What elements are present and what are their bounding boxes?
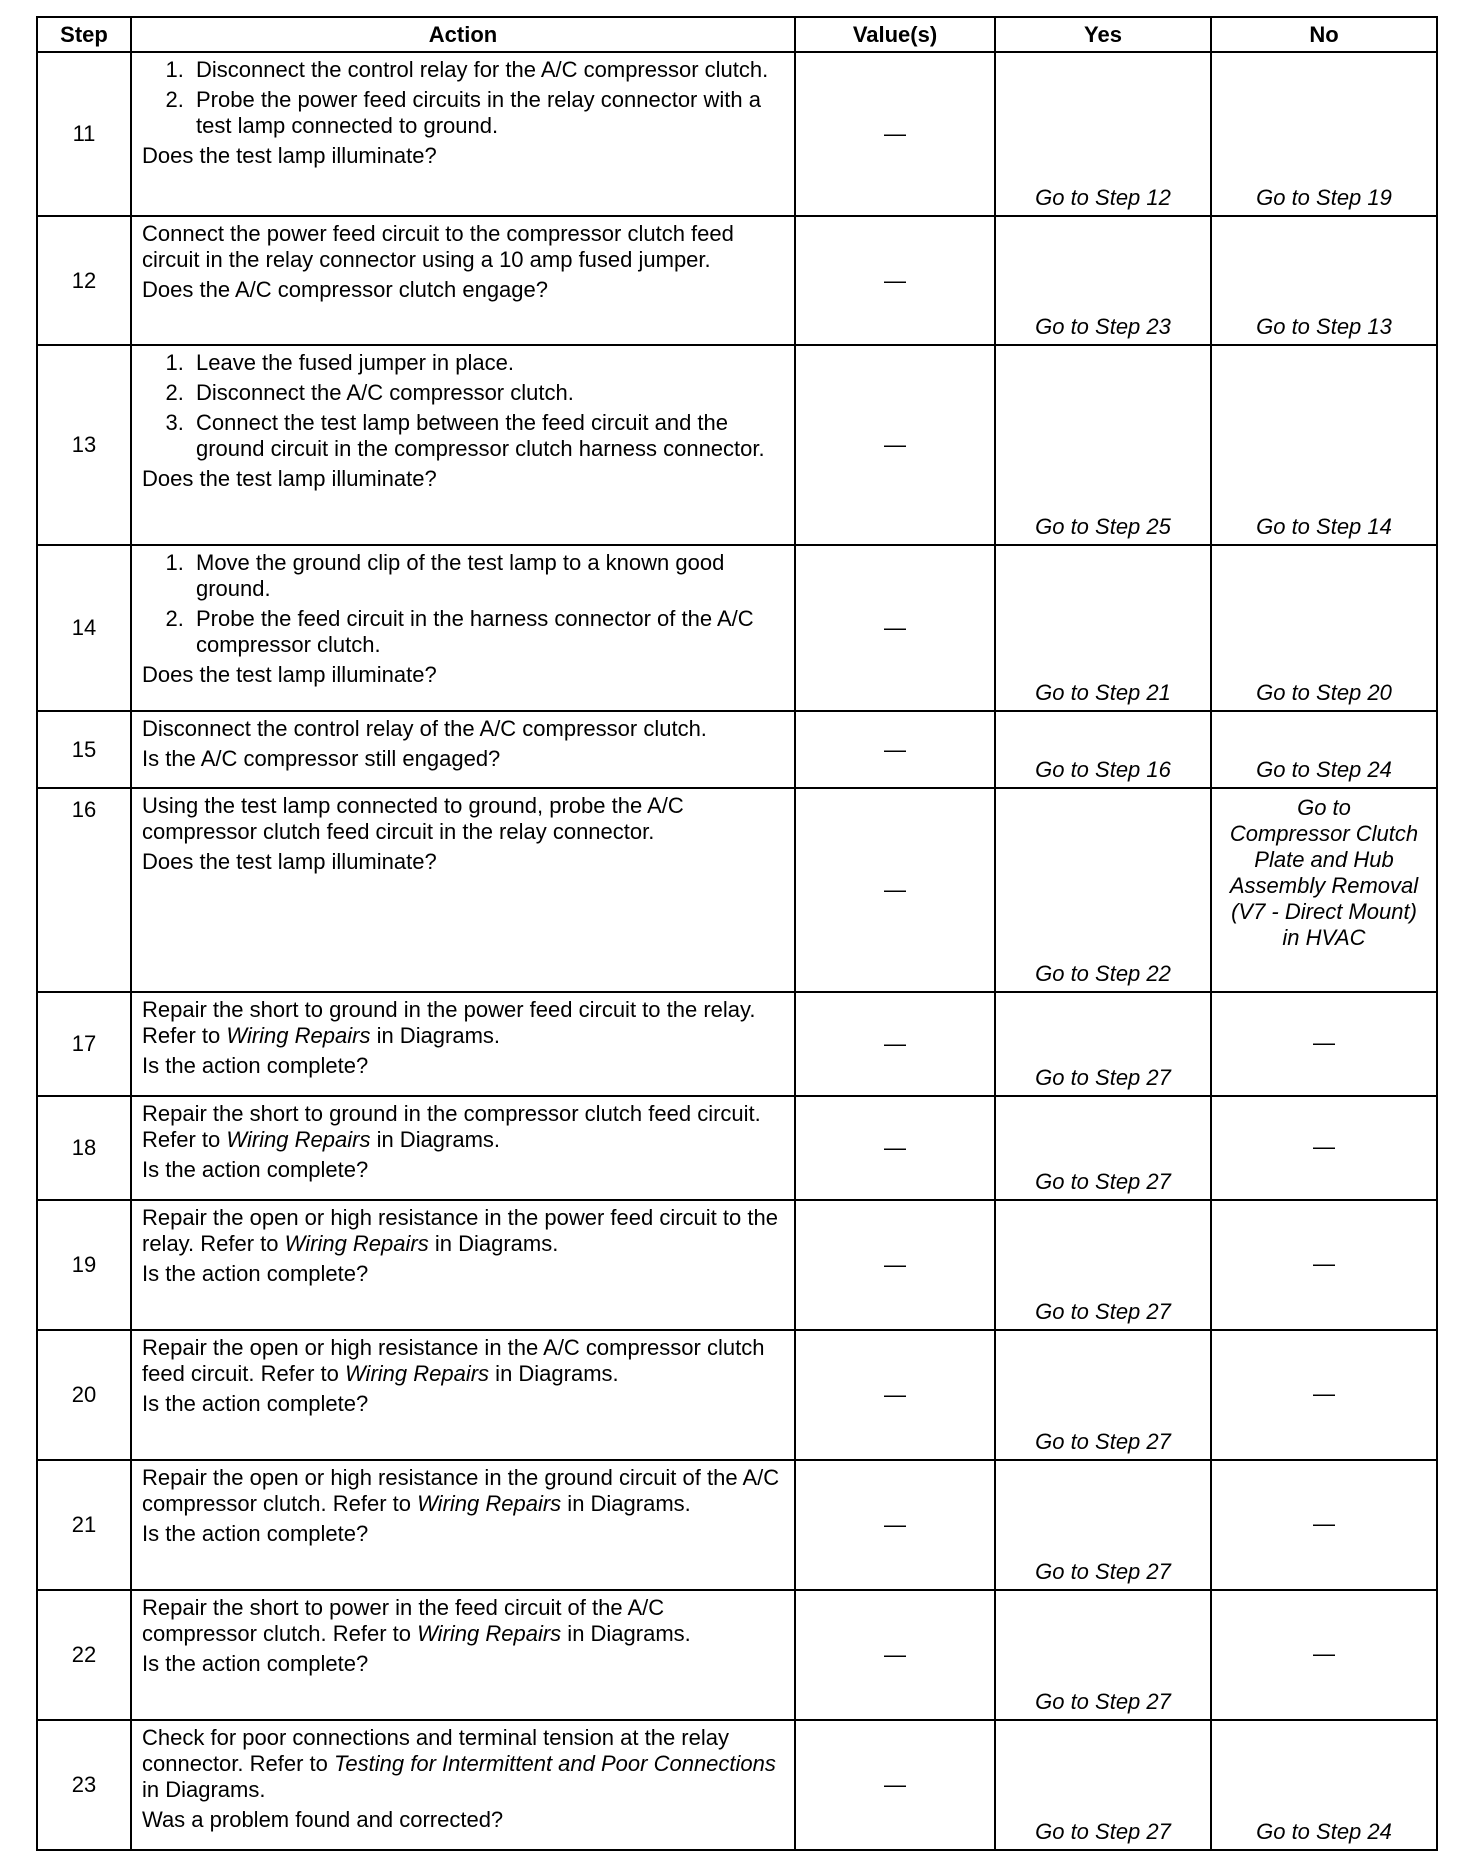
table-row xyxy=(37,345,1437,545)
action-question: Is the action complete? xyxy=(142,1157,369,1182)
value-cell: — xyxy=(795,788,995,992)
diagnostic-table xyxy=(36,16,1438,1851)
action-cell xyxy=(131,711,795,788)
action-cell xyxy=(131,545,795,711)
action-cell xyxy=(131,1460,795,1590)
table-row xyxy=(37,1720,1437,1850)
table-row xyxy=(37,711,1437,788)
action-list xyxy=(142,350,782,462)
action-text: Repair the open or high resistance in the power feed circuit to the relay. Refer to Wiring Repairs in Diagrams. xyxy=(142,1205,778,1256)
action-cell xyxy=(131,52,795,216)
action-text: Check for poor connections and terminal tension at the relay connector. Refer to Testing for Intermittent and Poor Connections in Diagrams. xyxy=(142,1725,776,1802)
action-list-item: 1. Disconnect the control relay for the A/C compressor clutch. xyxy=(190,57,782,83)
table-row xyxy=(37,788,1437,992)
no-cell: Go to Step 13 xyxy=(1211,216,1437,345)
step-number: 13 xyxy=(37,345,131,545)
header-step: Step xyxy=(37,17,131,52)
action-question: Does the test lamp illuminate? xyxy=(142,849,437,874)
wiring-repairs-link[interactable]: Wiring Repairs xyxy=(284,1231,429,1256)
step-number: 22 xyxy=(37,1590,131,1720)
action-text: Repair the open or high resistance in the A/C compressor clutch feed circuit. Refer to Wiring Repairs in Diagrams. xyxy=(142,1335,765,1386)
no-cell: Go to Step 14 xyxy=(1211,345,1437,545)
yes-cell: Go to Step 27 xyxy=(995,1200,1211,1330)
header-no: No xyxy=(1211,17,1437,52)
step-number: 17 xyxy=(37,992,131,1096)
step-number: 16 xyxy=(37,788,131,992)
step-number: 23 xyxy=(37,1720,131,1850)
value-cell: — xyxy=(795,711,995,788)
header-action: Action xyxy=(131,17,795,52)
table-row xyxy=(37,1096,1437,1200)
yes-cell: Go to Step 22 xyxy=(995,788,1211,992)
action-question: Is the action complete? xyxy=(142,1261,369,1286)
step-number: 18 xyxy=(37,1096,131,1200)
action-question: Does the test lamp illuminate? xyxy=(142,466,437,491)
value-cell: — xyxy=(795,1096,995,1200)
action-question: Was a problem found and corrected? xyxy=(142,1807,504,1832)
action-text: Repair the short to ground in the power feed circuit to the relay. Refer to Wiring Repairs in Diagrams. xyxy=(142,997,756,1048)
value-cell: — xyxy=(795,1200,995,1330)
action-list-item: 2. Probe the power feed circuits in the relay connector with a test lamp connected to ground. xyxy=(190,87,782,139)
action-list xyxy=(142,550,782,658)
wiring-repairs-link[interactable]: Wiring Repairs xyxy=(344,1361,490,1386)
table-header-row xyxy=(37,17,1437,52)
no-cell: — xyxy=(1211,1330,1437,1460)
action-cell xyxy=(131,788,795,992)
action-cell xyxy=(131,1200,795,1330)
wiring-repairs-link[interactable]: Wiring Repairs xyxy=(417,1491,562,1516)
action-text: Disconnect the control relay of the A/C compressor clutch. xyxy=(142,716,707,741)
action-list-item: 1. Move the ground clip of the test lamp to a known good ground. xyxy=(190,550,782,602)
yes-cell: Go to Step 27 xyxy=(995,1460,1211,1590)
yes-cell: Go to Step 23 xyxy=(995,216,1211,345)
yes-cell: Go to Step 21 xyxy=(995,545,1211,711)
action-list-item: 2. Probe the feed circuit in the harness connector of the A/C compressor clutch. xyxy=(190,606,782,658)
table-row xyxy=(37,545,1437,711)
action-list-item: 3. Connect the test lamp between the feed circuit and the ground circuit in the compressor clutch harness connector. xyxy=(190,410,782,462)
wiring-repairs-link[interactable]: Wiring Repairs xyxy=(226,1023,371,1048)
action-question: Is the action complete? xyxy=(142,1391,369,1416)
no-goto-text: Go to xyxy=(1297,795,1351,820)
step-number: 21 xyxy=(37,1460,131,1590)
no-cell: — xyxy=(1211,1096,1437,1200)
action-cell xyxy=(131,992,795,1096)
action-cell xyxy=(131,1096,795,1200)
table-row xyxy=(37,52,1437,216)
value-cell: — xyxy=(795,1460,995,1590)
no-cell: Go to Step 19 xyxy=(1211,52,1437,216)
no-cell: Go to Step 24 xyxy=(1211,711,1437,788)
action-question: Does the A/C compressor clutch engage? xyxy=(142,277,549,302)
action-text: Repair the open or high resistance in the ground circuit of the A/C compressor clutch. Refer to Wiring Repairs in Diagrams. xyxy=(142,1465,780,1516)
step-number: 19 xyxy=(37,1200,131,1330)
yes-cell: Go to Step 27 xyxy=(995,1720,1211,1850)
testing-intermittent-link[interactable]: Testing for Intermittent and Poor Connections xyxy=(334,1751,776,1776)
value-cell: — xyxy=(795,992,995,1096)
action-text: Repair the short to ground in the compressor clutch feed circuit. Refer to Wiring Repairs in Diagrams. xyxy=(142,1101,761,1152)
yes-cell: Go to Step 27 xyxy=(995,1330,1211,1460)
no-cell: Go to Step 24 xyxy=(1211,1720,1437,1850)
table-row xyxy=(37,1330,1437,1460)
action-question: Is the A/C compressor still engaged? xyxy=(142,746,501,771)
action-text: Using the test lamp connected to ground, probe the A/C compressor clutch feed circuit in the relay connector. xyxy=(142,793,684,844)
yes-cell: Go to Step 12 xyxy=(995,52,1211,216)
wiring-repairs-link[interactable]: Wiring Repairs xyxy=(226,1127,371,1152)
value-cell: — xyxy=(795,52,995,216)
action-cell xyxy=(131,1330,795,1460)
action-cell xyxy=(131,216,795,345)
action-text: Repair the short to power in the feed circuit of the A/C compressor clutch. Refer to Wiring Repairs in Diagrams. xyxy=(142,1595,691,1646)
value-cell: — xyxy=(795,216,995,345)
action-text: Connect the power feed circuit to the compressor clutch feed circuit in the relay connector using a 10 amp fused jumper. xyxy=(142,221,734,272)
yes-cell: Go to Step 16 xyxy=(995,711,1211,788)
table-row xyxy=(37,1590,1437,1720)
no-cell: — xyxy=(1211,1590,1437,1720)
yes-cell: Go to Step 27 xyxy=(995,1590,1211,1720)
header-yes: Yes xyxy=(995,17,1211,52)
no-cell: — xyxy=(1211,1200,1437,1330)
value-cell: — xyxy=(795,1720,995,1850)
yes-cell: Go to Step 27 xyxy=(995,992,1211,1096)
action-cell xyxy=(131,345,795,545)
action-question: Does the test lamp illuminate? xyxy=(142,662,437,687)
action-cell xyxy=(131,1720,795,1850)
step-number: 12 xyxy=(37,216,131,345)
action-list-item: 2. Disconnect the A/C compressor clutch. xyxy=(190,380,782,406)
table-row xyxy=(37,992,1437,1096)
yes-cell: Go to Step 25 xyxy=(995,345,1211,545)
step-number: 11 xyxy=(37,52,131,216)
action-list-item: 1. Leave the fused jumper in place. xyxy=(190,350,782,376)
no-cell xyxy=(1211,788,1437,992)
no-cell: — xyxy=(1211,1460,1437,1590)
no-cell: — xyxy=(1211,992,1437,1096)
value-cell: — xyxy=(795,545,995,711)
table-row xyxy=(37,216,1437,345)
no-cell: Go to Step 20 xyxy=(1211,545,1437,711)
value-cell: — xyxy=(795,345,995,545)
value-cell: — xyxy=(795,1590,995,1720)
wiring-repairs-link[interactable]: Wiring Repairs xyxy=(417,1621,562,1646)
procedure-link[interactable]: Compressor Clutch Plate and Hub Assembly Removal (V7 - Direct Mount) xyxy=(1229,821,1419,924)
yes-cell: Go to Step 27 xyxy=(995,1096,1211,1200)
action-question: Is the action complete? xyxy=(142,1521,369,1546)
step-number: 15 xyxy=(37,711,131,788)
diagnostic-table-container xyxy=(36,16,1436,1851)
action-question: Is the action complete? xyxy=(142,1651,369,1676)
action-cell xyxy=(131,1590,795,1720)
action-question: Does the test lamp illuminate? xyxy=(142,143,437,168)
table-row xyxy=(37,1200,1437,1330)
action-question: Is the action complete? xyxy=(142,1053,369,1078)
value-cell: — xyxy=(795,1330,995,1460)
header-values: Value(s) xyxy=(795,17,995,52)
action-list xyxy=(142,57,782,139)
table-row xyxy=(37,1460,1437,1590)
no-suffix-text: in HVAC xyxy=(1282,925,1366,950)
step-number: 14 xyxy=(37,545,131,711)
step-number: 20 xyxy=(37,1330,131,1460)
